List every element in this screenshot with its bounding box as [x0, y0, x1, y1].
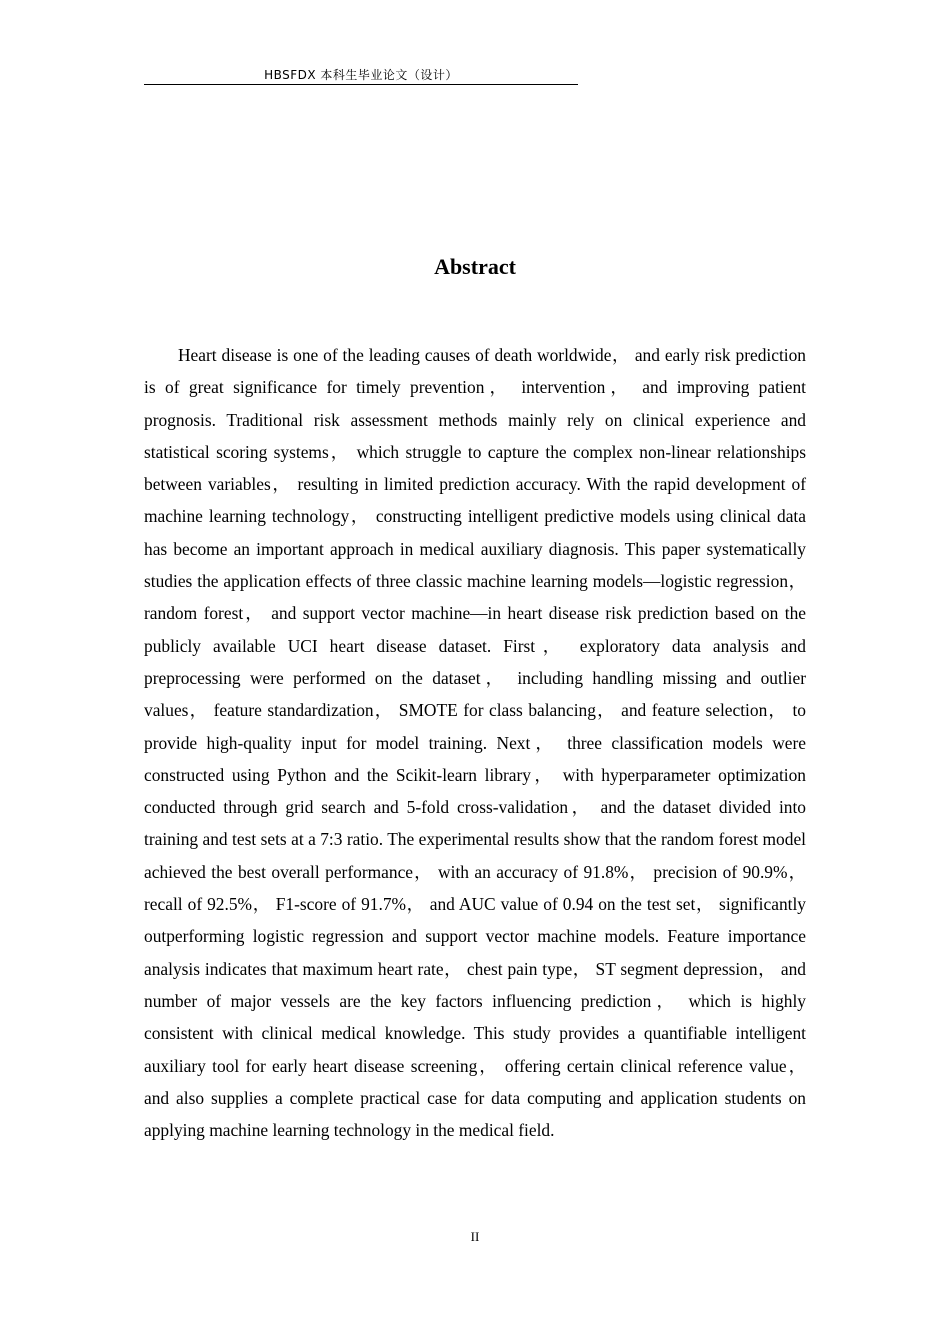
abstract-body: Heart disease is one of the leading causes of death worldwide， and early risk prediction is of great significance for timely prevention， intervention， and improving patient prognosis. Traditional risk assessment methods mainly rely on clinical experience and statistical scoring systems， which struggle to capture the complex non-linear relationships between variables， resulting in limited prediction accuracy. With the rapid development of machine learning technology， constructing intelligent predictive models using clinical data has become an important approach in medical auxiliary diagnosis. This paper systematically studies the application effects of three classic machine learning models—logistic regression， random forest， and support vector machine—in heart disease risk prediction based on the publicly available UCI heart disease dataset. First， exploratory data analysis and preprocessing were performed on the dataset， including handling missing and outlier values， feature standardization， SMOTE for class balancing， and feature selection， to provide high-quality input for model training. Next， three classification models were constructed using Python and the Scikit-learn library， with hyperparameter optimization conducted through grid search and 5-fold cross-validation， and the dataset divided into training and test sets at a 7:3 ratio. The experimental results show that the random forest model achieved the best overall performance， with an accuracy of 91.8%， precision of 90.9%， recall of 92.5%， F1-score of 91.7%， and AUC value of 0.94 on the test set， significantly outperforming logistic regression and support vector machine models. Feature importance analysis indicates that maximum heart rate， chest pain type， ST segment depression， and number of major vessels are the key factors influencing prediction， which is highly consistent with clinical medical knowledge. This study provides a quantifiable intelligent auxiliary tool for early heart disease screening， offering certain clinical reference value， and also supplies a complete practical case for data computing and application students on applying machine learning technology in the medical field. [144, 345, 806, 1141]
header-text: HBSFDX 本科生毕业论文（设计） [264, 68, 458, 82]
page-number: II [470, 1229, 480, 1244]
page-header [144, 66, 578, 85]
abstract-title: Abstract [434, 254, 516, 279]
